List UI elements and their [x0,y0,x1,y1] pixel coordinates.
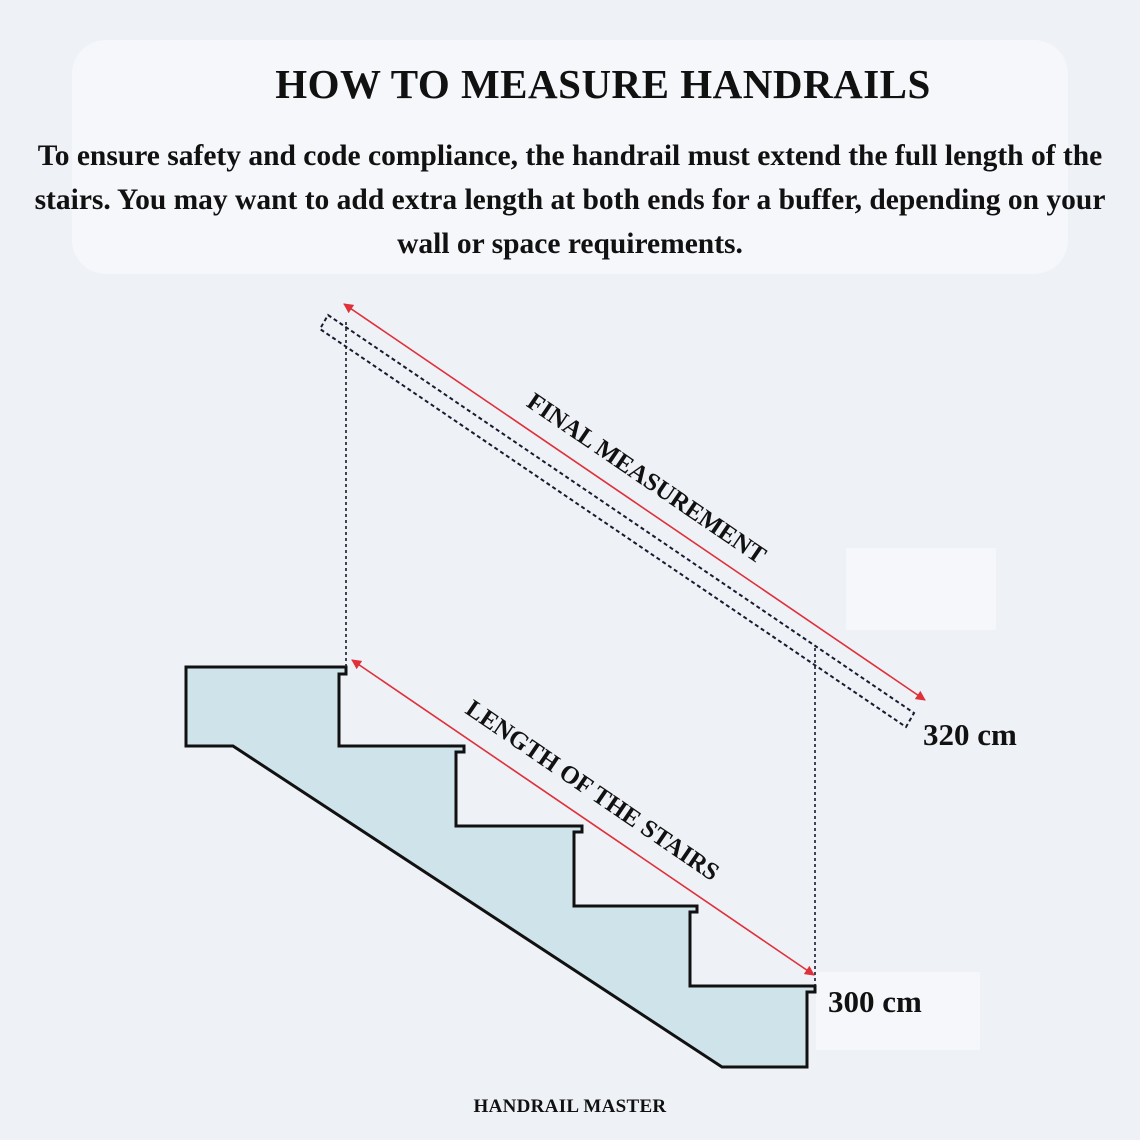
stairs-length-label: LENGTH OF THE STAIRS [460,695,724,887]
handrail-outline [320,315,914,727]
brand-footer: HANDRAIL MASTER [473,1096,667,1117]
final-measurement-value: 320 cm [923,717,1017,752]
stairs-length-value: 300 cm [828,984,922,1019]
final-measurement-label: FINAL MEASUREMENT [521,388,771,570]
intro-text: To ensure safety and code compliance, the handrail must extend the full length of the stairs. You may want to add extra length at both ends for a buffer, depending on your wall or space requirements. [34,140,1106,260]
page-title: HOW TO MEASURE HANDRAILS [275,61,931,107]
final-measurement-arrow [344,304,925,700]
